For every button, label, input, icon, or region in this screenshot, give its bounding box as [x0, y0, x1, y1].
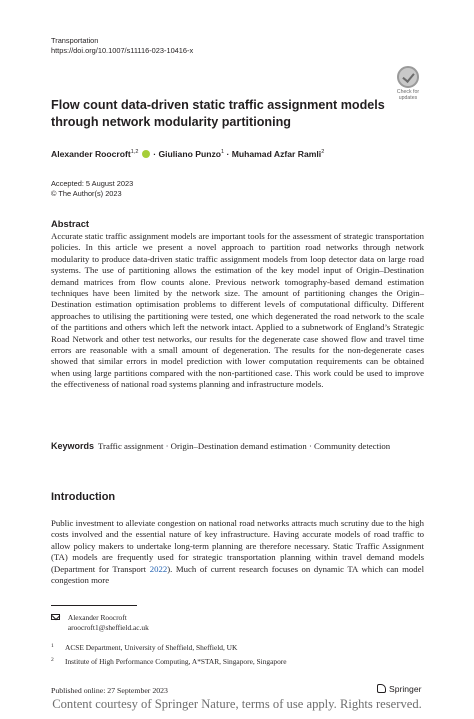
affiliation-number: 2 — [51, 657, 54, 663]
article-title: Flow count data-driven static traffic assignment models through network modularity partitioning — [51, 98, 385, 129]
author-affiliation-ref: 1 — [221, 149, 225, 155]
introduction-text-part: ). Much of current research focuses on dynamic TA which can model congestion more — [51, 563, 424, 586]
keywords — [51, 441, 424, 452]
courtesy-watermark: Content courtesy of Springer Nature, terms of use apply. Rights reserved. — [52, 697, 422, 711]
copyright-notice: © The Author(s) 2023 — [51, 188, 122, 198]
abstract-heading: Abstract — [51, 218, 90, 229]
author-separator: · — [153, 149, 157, 159]
publisher-logo — [377, 684, 421, 694]
introduction-text — [51, 518, 424, 586]
affiliation-number: 1 — [51, 643, 54, 649]
article-dates — [51, 179, 133, 198]
springer-horse-icon — [377, 684, 386, 693]
affiliation — [51, 642, 237, 653]
accepted-date: Accepted: 5 August 2023 — [51, 179, 134, 188]
author-separator: · — [226, 149, 230, 159]
footnote-divider — [51, 605, 137, 606]
abstract-text: Accurate static traffic assignment models are important tools for the assessment of strategic transportation policies. In this article we present a novel approach to partition road networks through network modularity to produce data-driven static traffic assignment models from loop detector data on large road systems. The use of partitioning allows the estimation of the key model input of Origin–Destination demand matrices from flow counts alone. Previous network tomography-based demand estimation techniques have been limited by the network size. The amount of partitioning changes the Origin–Destination estimation optimisation problems to different levels of computational difficulty. Different approaches to utilising the partitioning were tested, one which degenerated the road network to the scale of the partitions and others which left the network intact. Applied to a subnetwork of England’s Strategic Road Network and other test networks, our results for the degenerate case showed flow and travel time errors are reasonable with a small amount of degeneration. The results for the non-degenerate cases showed that similar errors in model prediction with lower computation requirements can be obtained when using large partitions compared with the non-partitioned case. This work could be used to improve the effectiveness of national road systems planning and infrastructure models. — [51, 231, 424, 390]
author-affiliation-ref: 2 — [321, 149, 325, 155]
affiliation — [51, 656, 287, 667]
check-updates-label-line1: Check for — [396, 89, 420, 95]
journal-header — [51, 36, 193, 56]
check-for-updates-button[interactable] — [390, 66, 426, 104]
journal-name: Transportation — [51, 36, 99, 45]
publisher-name: Springer — [389, 684, 422, 694]
orcid-icon[interactable] — [142, 150, 150, 158]
affiliation-text: Institute of High Performance Computing, A*STAR, Singapore, Singapore — [65, 657, 287, 666]
affiliation-text: ACSE Department, University of Sheffield, Sheffield, UK — [65, 643, 238, 652]
author-affiliation-ref: 1,2 — [130, 149, 139, 155]
corresponding-author — [51, 613, 149, 632]
author-name[interactable]: Alexander Roocroft — [51, 149, 131, 159]
doi-link[interactable]: https://doi.org/10.1007/s11116-023-10416-x — [51, 46, 194, 55]
published-online-date: Published online: 27 September 2023 — [51, 686, 168, 695]
keywords-text: Traffic assignment · Origin–Destination demand estimation · Community detection — [98, 441, 391, 451]
keywords-label: Keywords — [51, 441, 95, 451]
introduction-heading: Introduction — [51, 491, 116, 503]
introduction-text-part: Public investment to alleviate congestion on national road networks attracts much scrutiny due to the high costs involved and the essential nature of key infrastructure. Having accurate models of road traffic to allow policy makers to undertake long-term planning are therefore necessary. Static Traffic Assignment (TA) models are frequently used for strategic transportation planning within travel demand models (Department for Transport — [51, 518, 424, 574]
author-list — [51, 146, 324, 160]
envelope-icon — [51, 614, 60, 620]
check-updates-icon — [397, 66, 419, 88]
citation-link[interactable]: 2022 — [149, 563, 168, 574]
contact-email-link[interactable]: aroocroft1@sheffield.ac.uk — [67, 622, 149, 632]
contact-name: Alexander Roocroft — [67, 613, 127, 622]
check-updates-label-line2: updates — [398, 95, 418, 101]
author-name[interactable]: Muhamad Azfar Ramli — [231, 149, 322, 159]
author-name[interactable]: Giuliano Punzo — [158, 149, 221, 159]
